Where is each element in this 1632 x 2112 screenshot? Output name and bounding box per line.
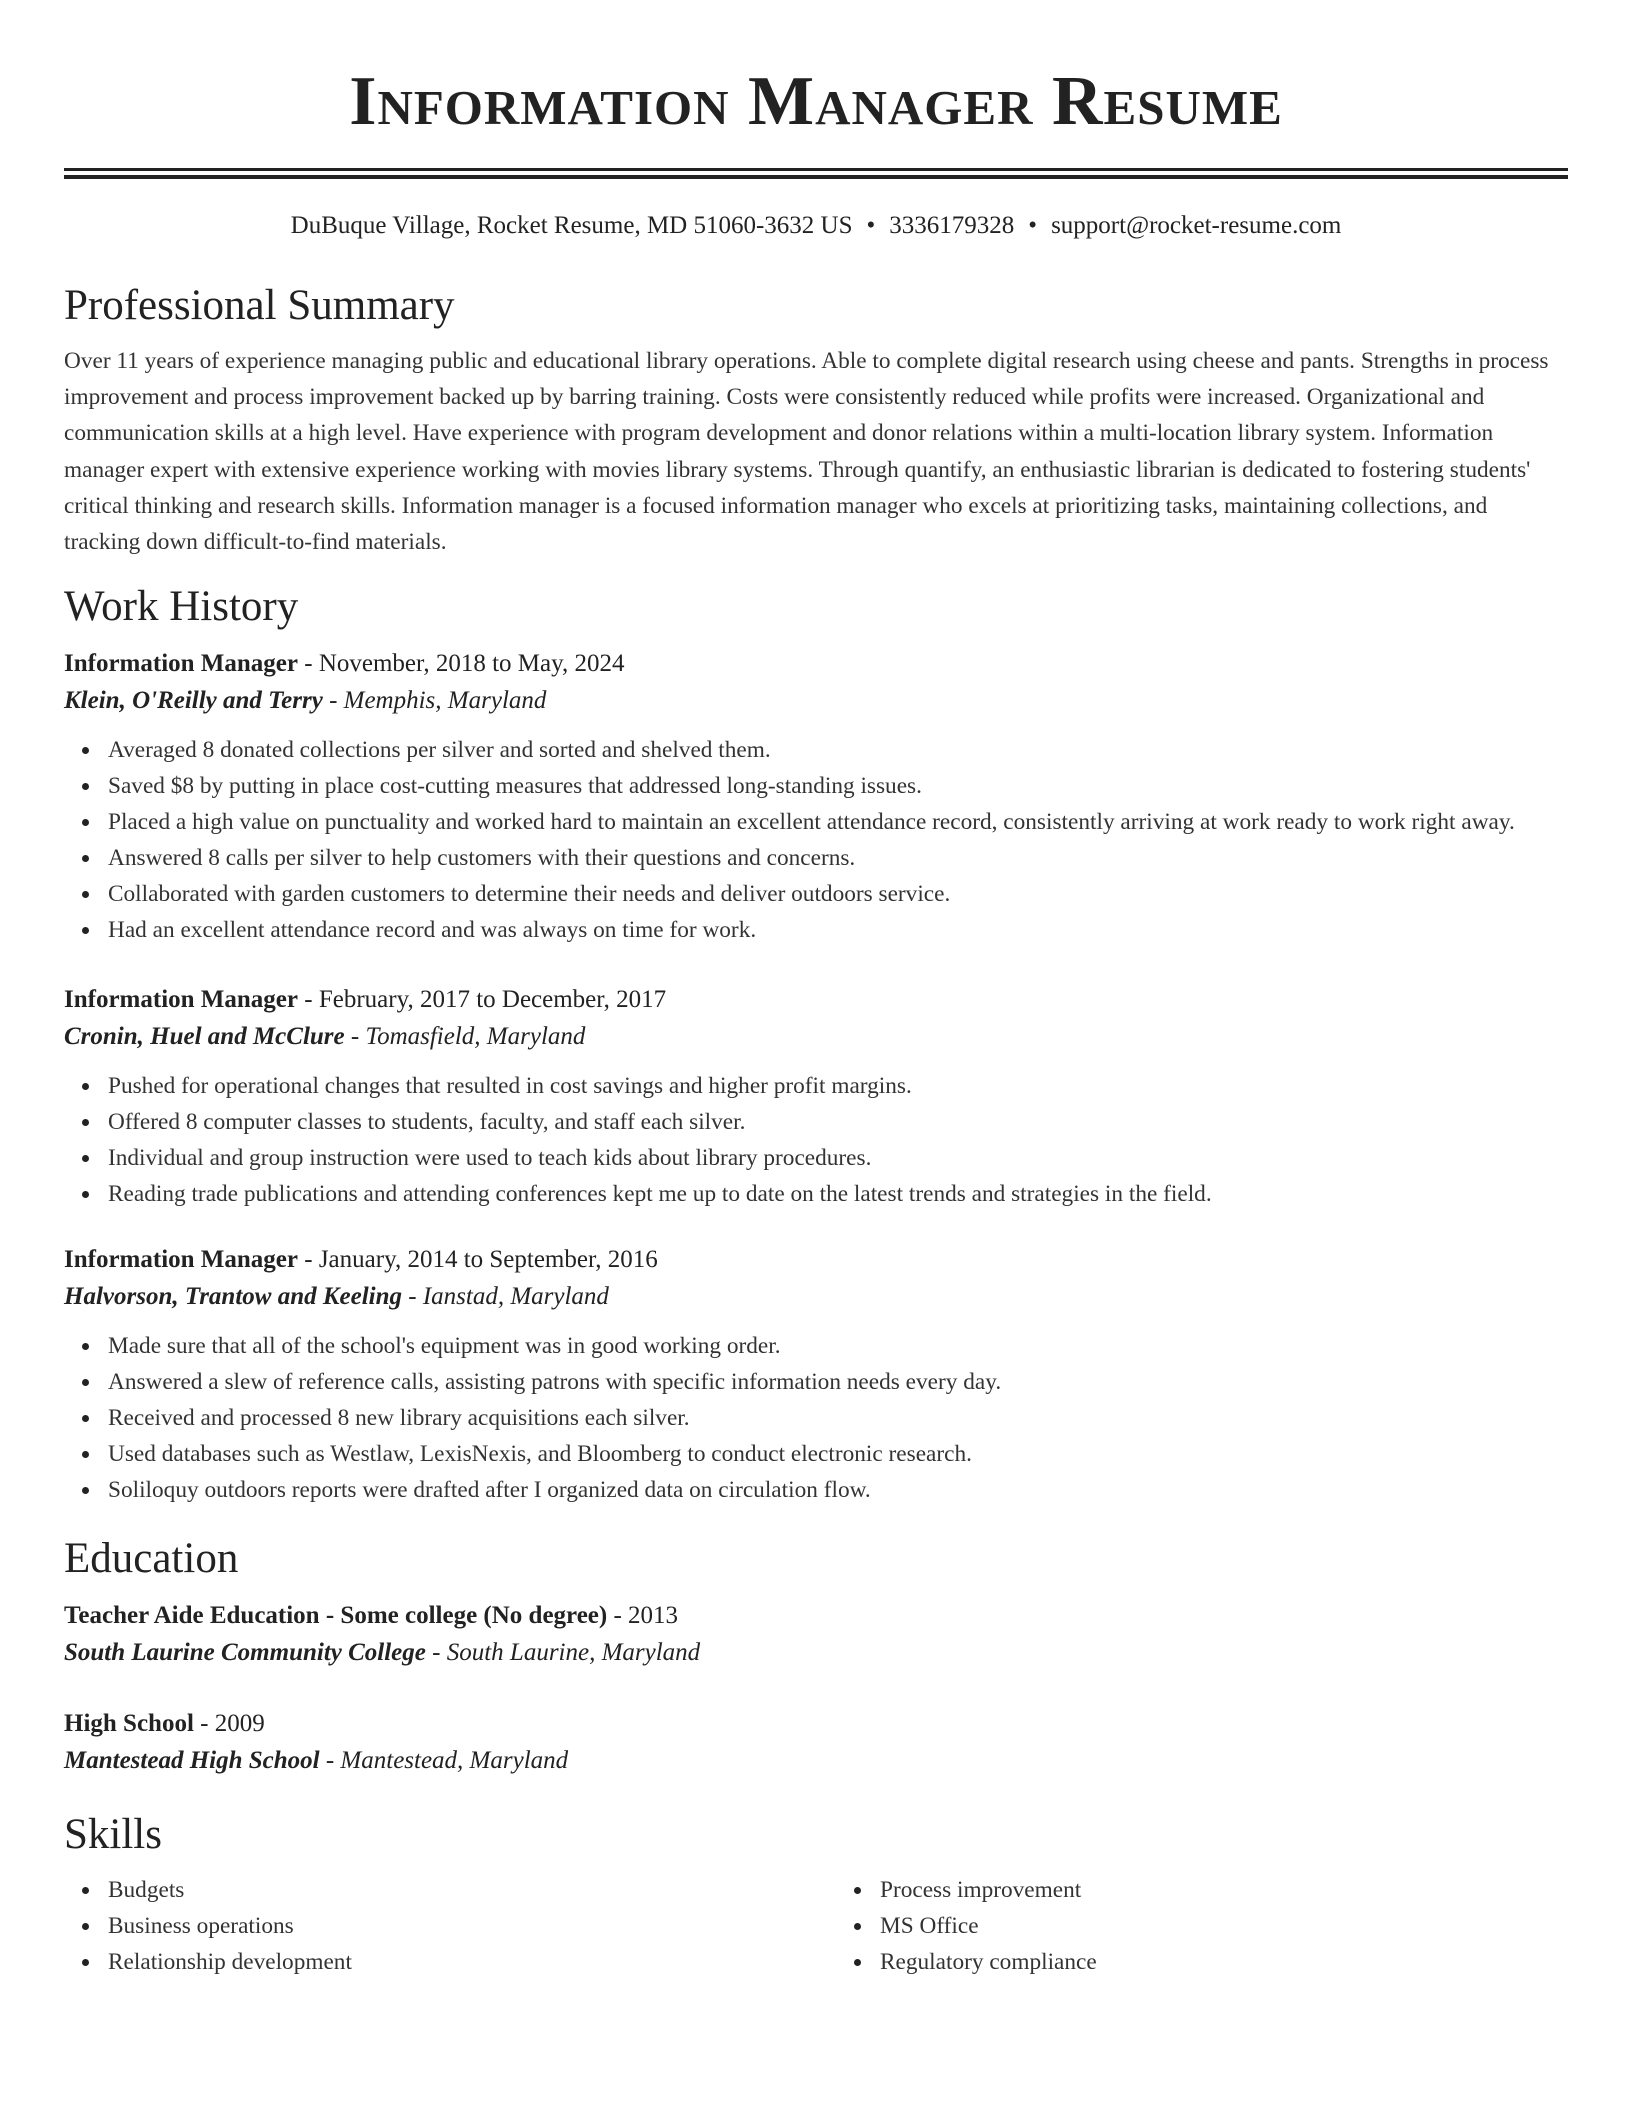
list-item: Used databases such as Westlaw, LexisNexis, and Bloomberg to conduct electronic research. — [108, 1436, 1568, 1472]
job-bullets — [64, 732, 1568, 948]
school-line — [64, 1742, 1568, 1780]
skills-column-left — [64, 1872, 796, 1980]
list-item: Offered 8 computer classes to students, faculty, and staff each silver. — [108, 1104, 1568, 1140]
employer-location: - Memphis, Maryland — [322, 687, 547, 715]
work-history-heading: Work History — [64, 583, 299, 631]
job-title-line — [64, 646, 1568, 682]
job-bullets — [64, 1328, 1568, 1508]
job-title: Information Manager — [64, 650, 298, 678]
list-item: Received and processed 8 new library acquisitions each silver. — [108, 1400, 1568, 1436]
list-item: Collaborated with garden customers to determine their needs and deliver outdoors service. — [108, 876, 1568, 912]
skills-column-right — [836, 1872, 1568, 1980]
employer-line — [64, 1278, 1568, 1316]
degree-line — [64, 1706, 1568, 1742]
job-entry — [64, 646, 1568, 948]
list-item: Individual and group instruction were used to teach kids about library procedures. — [108, 1140, 1568, 1176]
employer-name: Halvorson, Trantow and Keeling — [64, 1283, 403, 1311]
job-entry — [64, 1242, 1568, 1508]
employer-line — [64, 1018, 1568, 1056]
degree-line — [64, 1598, 1568, 1634]
list-item: Had an excellent attendance record and was always on time for work. — [108, 912, 1568, 948]
list-item: Made sure that all of the school's equipment was in good working order. — [108, 1328, 1568, 1364]
contact-separator: • — [866, 212, 876, 239]
skill-item: Process improvement — [880, 1872, 1568, 1908]
education-entry — [64, 1598, 1568, 1672]
skills-heading: Skills — [64, 1811, 162, 1859]
education-heading: Education — [64, 1535, 239, 1583]
list-item: Averaged 8 donated collections per silver and sorted and shelved them. — [108, 732, 1568, 768]
list-item: Pushed for operational changes that resulted in cost savings and higher profit margins. — [108, 1068, 1568, 1104]
title-divider — [64, 168, 1568, 179]
skill-item: Business operations — [108, 1908, 796, 1944]
contact-phone: 3336179328 — [889, 212, 1015, 239]
skills-list — [64, 1872, 1568, 1980]
school-line — [64, 1634, 1568, 1672]
job-entry — [64, 982, 1568, 1212]
job-title-line — [64, 1242, 1568, 1278]
employer-location: - Tomasfield, Maryland — [344, 1023, 586, 1051]
summary-heading: Professional Summary — [64, 282, 455, 329]
list-item: Answered 8 calls per silver to help customers with their questions and concerns. — [108, 840, 1568, 876]
employer-name: Cronin, Huel and McClure — [64, 1023, 345, 1051]
resume-page — [64, 0, 1568, 1980]
skill-item: MS Office — [880, 1908, 1568, 1944]
list-item: Soliloquy outdoors reports were drafted after I organized data on circulation flow. — [108, 1472, 1568, 1508]
skill-item: Regulatory compliance — [880, 1944, 1568, 1980]
job-dates: - February, 2017 to December, 2017 — [298, 986, 667, 1014]
school-name: Mantestead High School — [64, 1747, 320, 1775]
job-title: Information Manager — [64, 1246, 298, 1274]
school-location: - Mantestead, Maryland — [319, 1747, 569, 1775]
job-title-line — [64, 982, 1568, 1018]
contact-address: DuBuque Village, Rocket Resume, MD 51060-3632 US — [290, 212, 853, 239]
list-item: Placed a high value on punctuality and worked hard to maintain an excellent attendance record, consistently arriving at work ready to work right away. — [108, 804, 1568, 840]
contact-separator: • — [1028, 212, 1038, 239]
summary-text: Over 11 years of experience managing public and educational library operations. Able to complete digital research using cheese and pants. Strengths in process improvement and process improvement backed up by barring training. Costs were consistently reduced while profits were increased. Organizational and communication skills at a high level. Have experience with program development and donor relations within a multi-location library system. Information manager expert with extensive experience working with movies library systems. Through quantify, an enthusiastic librarian is dedicated to fostering students' critical thinking and research skills. Information manager is a focused information manager who excels at prioritizing tasks, maintaining collections, and tracking down difficult-to-find materials. — [64, 348, 1549, 556]
resume-title: Information Manager Resume — [349, 63, 1283, 140]
skill-item: Relationship development — [108, 1944, 796, 1980]
job-title: Information Manager — [64, 986, 298, 1014]
contact-email[interactable]: support@rocket-resume.com — [1051, 212, 1342, 239]
degree-name: High School — [64, 1710, 194, 1738]
list-item: Reading trade publications and attending conferences kept me up to date on the latest trends and strategies in the field. — [108, 1176, 1568, 1212]
school-location: - South Laurine, Maryland — [425, 1639, 701, 1667]
contact-line — [64, 209, 1568, 243]
degree-year: - 2013 — [607, 1602, 679, 1630]
education-entry — [64, 1706, 1568, 1780]
degree-year: - 2009 — [193, 1710, 265, 1738]
job-bullets — [64, 1068, 1568, 1212]
school-name: South Laurine Community College — [64, 1639, 426, 1667]
list-item: Saved $8 by putting in place cost-cutting measures that addressed long-standing issues. — [108, 768, 1568, 804]
employer-location: - Ianstad, Maryland — [402, 1283, 609, 1311]
employer-line — [64, 682, 1568, 720]
degree-name: Teacher Aide Education - Some college (No degree) — [64, 1602, 608, 1630]
list-item: Answered a slew of reference calls, assisting patrons with specific information needs every day. — [108, 1364, 1568, 1400]
job-dates: - January, 2014 to September, 2016 — [298, 1246, 658, 1274]
job-dates: - November, 2018 to May, 2024 — [298, 650, 625, 678]
skill-item: Budgets — [108, 1872, 796, 1908]
employer-name: Klein, O'Reilly and Terry — [64, 687, 323, 715]
